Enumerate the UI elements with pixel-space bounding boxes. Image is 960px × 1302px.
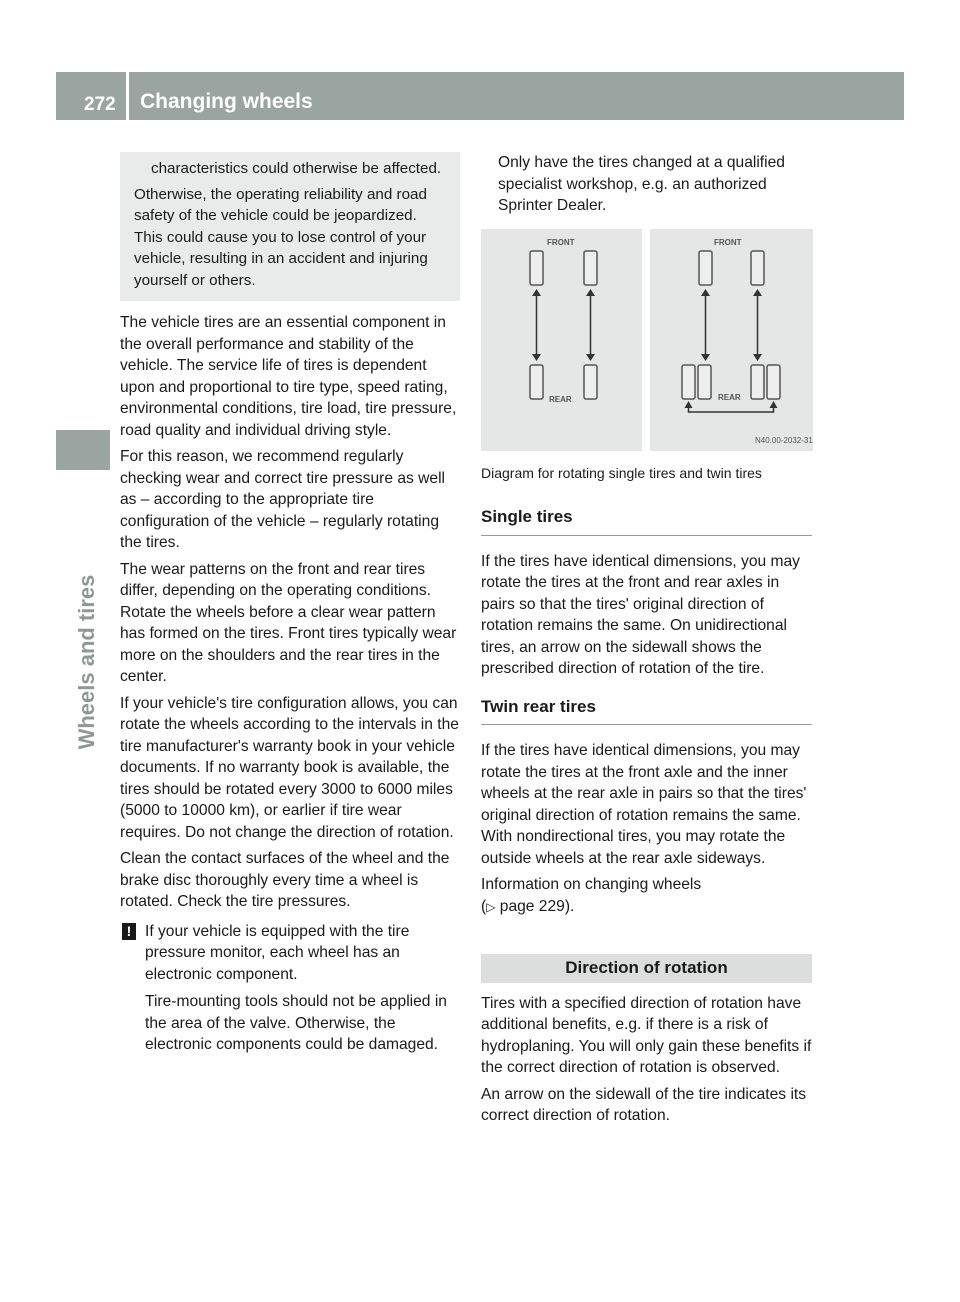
paragraph-wear-patterns: The wear patterns on the front and rear tires differ, depending on the operating conditions. Rotate the wheels before a clear wear pattern has formed on the tires. Front tires typically wear more on the shoulders and the rear tires in the center.	[120, 560, 457, 685]
side-section-label: Wheels and tires	[74, 574, 99, 750]
front-label: FRONT	[547, 237, 575, 247]
paragraph-single-tires: If the tires have identical dimensions, you may rotate the tires at the front and rear axles in pairs so that the tires' original direction of rotation remains the same. On unidirectional tires, an arrow on the sidewall shows the prescribed direction of rotation of the tire.	[481, 552, 800, 677]
rear-outer-right-tire	[767, 365, 780, 399]
front-left-tire-twin	[699, 251, 712, 285]
sideways-rotation-arrow	[689, 404, 774, 412]
paragraph-workshop: Only have the tires changed at a qualified specialist workshop, e.g. an authorized Sprinter Dealer.	[498, 154, 785, 214]
rear-left-tire	[530, 365, 543, 399]
page-number: 272	[84, 94, 116, 115]
diagram-caption: Diagram for rotating single tires and twin tires	[481, 464, 762, 481]
single-tires-diagram-svg	[481, 229, 642, 451]
twin-tires-diagram-svg	[650, 229, 813, 451]
heading-twin-rear-tires: Twin rear tires	[481, 696, 812, 726]
exclamation-icon: !	[122, 923, 136, 940]
chapter-title: Changing wheels	[140, 90, 313, 113]
rear-inner-right-tire	[751, 365, 764, 399]
diagram-twin-tires	[650, 229, 813, 451]
paragraph-rotation-intervals: If your vehicle's tire configuration allows, you can rotate the wheels according to the intervals in the tire manufacturer's warranty book in your vehicle documents. If no warranty book is available, the tires should be rotated every 3000 to 6000 miles (5000 to 10000 km), or earlier if tire wear requires. Do not change the direction of rotation.	[120, 694, 459, 841]
warning-continuation: characteristics could otherwise be affected.	[151, 160, 442, 177]
front-right-tire	[584, 251, 597, 285]
heading-direction-of-rotation: Direction of rotation	[481, 954, 812, 983]
note-text-2: Tire-mounting tools should not be applied in the area of the valve. Otherwise, the electronic components could be damaged.	[145, 993, 447, 1053]
diagram-code: N40.00-2032-31	[755, 435, 813, 445]
rear-label-twin: REAR	[718, 392, 741, 402]
paragraph-direction-2: An arrow on the sidewall of the tire indicates its correct direction of rotation.	[481, 1085, 807, 1124]
heading-single-tires: Single tires	[481, 506, 812, 536]
page-reference: page 229).	[499, 897, 575, 915]
left-column	[120, 152, 460, 1062]
front-label-twin: FRONT	[714, 237, 742, 247]
warning-box	[120, 152, 460, 301]
page-ref-arrow-icon: ▷	[486, 899, 496, 914]
front-right-tire-twin	[751, 251, 764, 285]
front-left-tire	[530, 251, 543, 285]
right-column	[481, 152, 812, 1132]
rear-right-tire	[584, 365, 597, 399]
rear-label: REAR	[549, 394, 572, 404]
rear-outer-left-tire	[682, 365, 695, 399]
paragraph-direction-1: Tires with a specified direction of rotation have additional benefits, e.g. if there is a risk of hydroplaning. You will only gain these benefits if the correct direction of rotation is observed.	[481, 994, 812, 1076]
warning-text: Otherwise, the operating reliability and road safety of the vehicle could be jeopardized. This could cause you to lose control of your vehicle, resulting in an accident and injuring yourself or others.	[134, 185, 428, 289]
paragraph-clean-surfaces: Clean the contact surfaces of the wheel and the brake disc thoroughly every time a wheel is rotated. Check the tire pressures.	[120, 850, 450, 910]
side-tab-marker	[56, 430, 110, 470]
sideways-arrowheads	[685, 401, 778, 408]
note-block	[120, 921, 460, 1056]
paragraph-recommend-rotation: For this reason, we recommend regularly checking wear and correct tire pressure as well as – according to the appropriate tire configuration of the vehicle – regularly rotating the tires.	[120, 448, 446, 551]
info-text: Information on changing wheels	[481, 876, 702, 893]
paragraph-twin-rear-tires: If the tires have identical dimensions, you may rotate the tires at the front axle and the inner wheels at the rear axle in pairs so that the tires' original direction of rotation remains the same. With nondirectional tires, you may rotate the outside wheels at the rear axle sideways.	[481, 742, 807, 867]
tire-rotation-diagram	[481, 229, 813, 451]
paragraph-tire-importance: The vehicle tires are an essential component in the overall performance and stability of the vehicle. The service life of tires is dependent upon and proportional to tire type, speed rating, environmental conditions, tire load, tire pressure, road quality and individual driving style.	[120, 314, 457, 439]
diagram-single-tires	[481, 229, 642, 451]
header-divider	[126, 72, 129, 120]
note-text-1: If your vehicle is equipped with the tire pressure monitor, each wheel has an electronic component.	[145, 922, 410, 983]
paragraph-info-link: Information on changing wheels (▷ page 229).	[481, 876, 702, 915]
rear-inner-left-tire	[698, 365, 711, 399]
